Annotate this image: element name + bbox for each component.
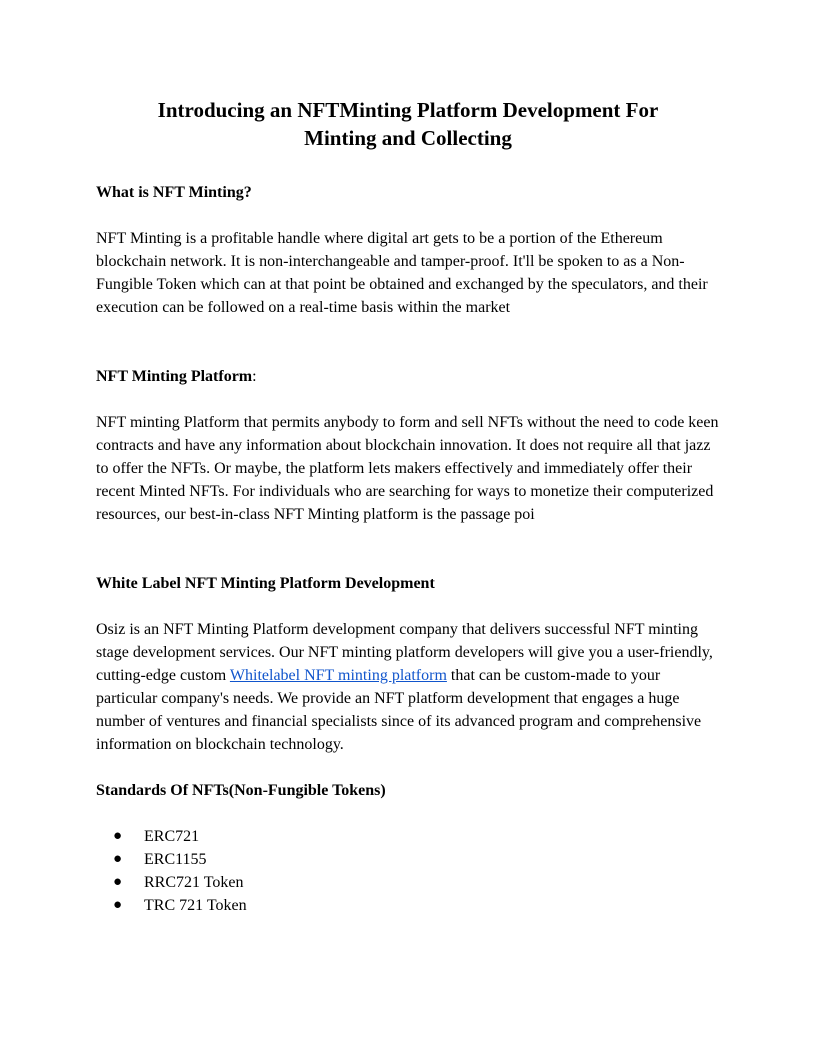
spacer xyxy=(96,595,720,618)
heading-colon: : xyxy=(252,368,257,385)
list-item xyxy=(96,825,720,848)
spacer xyxy=(96,802,720,825)
list-item xyxy=(96,848,720,871)
spacer xyxy=(96,204,720,227)
list-item-label: RRC721 Token xyxy=(144,874,244,891)
document-title xyxy=(96,96,720,152)
section-body-what-is-nft-minting: NFT Minting is a profitable handle where digital art gets to be a portion of the Ethereum blockchain network. It is non-interchangeable and tamper-proof. It'll be spoken to as a Non-Fungible Token which can at that point be obtained and exchanged by the speculators, and their execution can be followed on a real-time basis within the market xyxy=(96,230,708,316)
spacer xyxy=(96,756,720,779)
list-item xyxy=(96,894,720,917)
section-heading-white-label: White Label NFT Minting Platform Development xyxy=(96,575,435,592)
section-heading-nft-minting-platform: NFT Minting Platform xyxy=(96,368,253,385)
bullet-icon: ● xyxy=(113,851,123,867)
section-heading-what-is-nft-minting: What is NFT Minting? xyxy=(96,184,252,201)
document-page xyxy=(96,96,720,917)
bullet-icon: ● xyxy=(113,874,123,890)
section-body-white-label xyxy=(96,618,720,756)
list-item-label: ERC1155 xyxy=(144,851,207,868)
section-heading-nft-minting-platform-wrapper xyxy=(96,365,720,388)
list-item-label: TRC 721 Token xyxy=(144,897,247,914)
section-body-nft-minting-platform: NFT minting Platform that permits anybody to form and sell NFTs without the need to code keen contracts and have any information about blockchain innovation. It does not require all that jazz to offer the NFTs. Or maybe, the platform lets makers effectively and immediately offer their recent Minted NFTs. For individuals who are searching for ways to monetize their computerized resources, our best-in-class NFT Minting platform is the passage poi xyxy=(96,414,719,523)
whitelabel-nft-minting-platform-link[interactable]: Whitelabel NFT minting platform xyxy=(229,667,447,684)
spacer xyxy=(96,526,720,572)
list-item-label: ERC721 xyxy=(144,828,200,845)
spacer xyxy=(96,388,720,411)
spacer xyxy=(96,319,720,365)
list-item xyxy=(96,871,720,894)
section-heading-standards: Standards Of NFTs(Non-Fungible Tokens) xyxy=(96,782,386,799)
bullet-icon: ● xyxy=(113,828,123,844)
standards-list xyxy=(96,825,720,917)
body-text-after-link: that can be custom-made to your particular company's needs. We provide an NFT platform development that engages a huge number of ventures and financial specialists since of its advanced program and comprehensive information on blockchain technology. xyxy=(96,667,702,753)
title-line-2: Minting and Collecting xyxy=(304,126,512,150)
body-text-before-link: Osiz is an NFT Minting Platform development company that delivers successful NFT minting stage development services. Our NFT minting platform developers will give you a user-friendly, cutting-edge custom xyxy=(96,621,713,684)
bullet-icon: ● xyxy=(113,897,123,913)
title-line-1: Introducing an NFTMinting Platform Development For xyxy=(157,98,659,122)
